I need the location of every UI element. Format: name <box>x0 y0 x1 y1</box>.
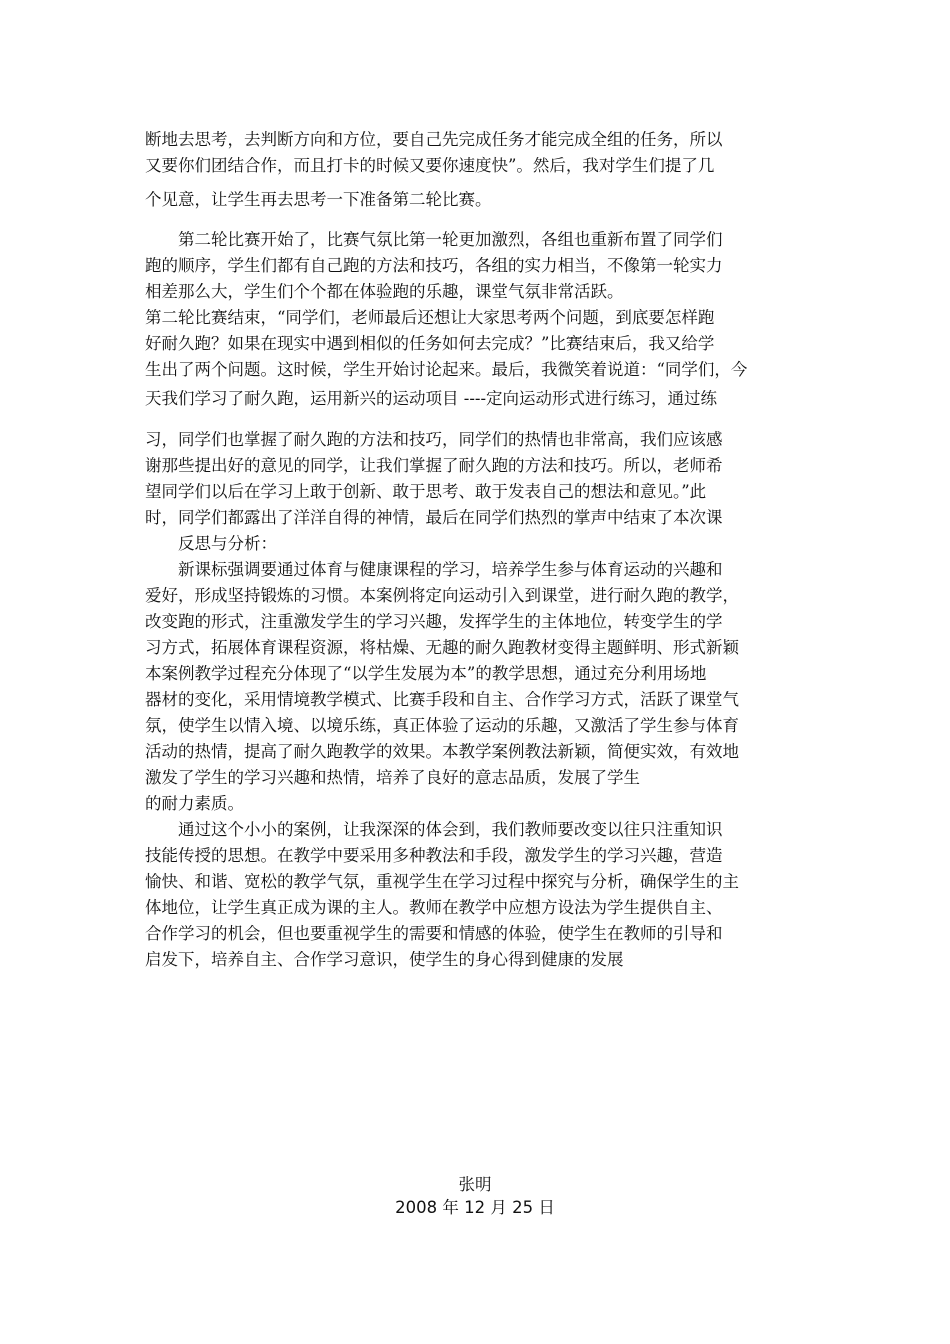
text-line: 新课标强调要通过体育与健康课程的学习，培养学生参与体育运动的兴趣和 <box>145 560 723 579</box>
text-line: 合作学习的机会，但也要重视学生的需要和情感的体验，使学生在教师的引导和 <box>145 924 723 943</box>
text-line: 器材的变化，采用情境教学模式、比赛手段和自主、合作学习方式，活跃了课堂气 <box>145 690 739 709</box>
text-line: 跑的顺序，学生们都有自己跑的方法和技巧，各组的实力相当，不像第一轮实力 <box>145 256 723 275</box>
signature-date: 2008 年 12 月 25 日 <box>395 1198 555 1217</box>
author-name: 张明 <box>458 1175 492 1194</box>
text-line: 断地去思考，去判断方向和方位，要自己先完成任务才能完成全组的任务，所以 <box>145 130 723 149</box>
text-line: 的耐力素质。 <box>145 794 244 813</box>
paragraph-block-3 <box>145 227 815 383</box>
text-line: 习方式，拓展体育课程资源，将枯燥、无趣的耐久跑教材变得主题鲜明、形式新颖 <box>145 638 739 657</box>
text-line: 望同学们以后在学习上敢于创新、敢于思考、敢于发表自己的想法和意见。”此 <box>145 482 707 501</box>
text-line: 通过这个小小的案例，让我深深的体会到，我们教师要改变以往只注重知识 <box>145 820 723 839</box>
text-line: 活动的热情，提高了耐久跑教学的效果。本教学案例教法新颖，简便实效，有效地 <box>145 742 739 761</box>
text-line: 改变跑的形式，注重激发学生的学习兴趣，发挥学生的主体地位，转变学生的学 <box>145 612 723 631</box>
text-line: 技能传授的思想。在教学中要采用多种教法和手段，激发学生的学习兴趣，营造 <box>145 846 723 865</box>
section-heading: 反思与分析： <box>145 534 277 553</box>
text-line: 谢那些提出好的意见的同学，让我们掌握了耐久跑的方法和技巧。所以，老师希 <box>145 456 723 475</box>
text-line: 激发了学生的学习兴趣和热情，培养了良好的意志品质，发展了学生 <box>145 768 640 787</box>
text-line: 爱好，形成坚持锻炼的习惯。本案例将定向运动引入到课堂，进行耐久跑的教学， <box>145 586 739 605</box>
text-line: 本案例教学过程充分体现了“以学生发展为本”的教学思想，通过充分利用场地 <box>145 664 707 683</box>
text-line: 好耐久跑？如果在现实中遇到相似的任务如何去完成？”比赛结束后，我又给学 <box>145 334 715 353</box>
text-line <box>145 973 815 999</box>
paragraph-block-5 <box>145 427 815 999</box>
text-line: 氛，使学生以情入境、以境乐练，真正体验了运动的乐趣，又激活了学生参与体育 <box>145 716 739 735</box>
paragraph-block-4 <box>145 386 815 412</box>
text-line: 愉快、和谐、宽松的教学气氛，重视学生在学习过程中探究与分析，确保学生的主 <box>145 872 739 891</box>
text-line: 第二轮比赛开始了，比赛气氛比第一轮更加激烈，各组也重新布置了同学们 <box>145 230 723 249</box>
paragraph-block-2 <box>145 187 815 213</box>
paragraph-block-1 <box>145 127 815 179</box>
text-line: 启发下，培养自主、合作学习意识，使学生的身心得到健康的发展 <box>145 950 624 969</box>
text-line: 生出了两个问题。这时候，学生开始讨论起来。最后，我微笑着说道：“同学们，今 <box>145 360 748 379</box>
text-line: 时，同学们都露出了洋洋自得的神情，最后在同学们热烈的掌声中结束了本次课 <box>145 508 723 527</box>
text-line: 个见意，让学生再去思考一下准备第二轮比赛。 <box>145 190 492 209</box>
text-line: 相差那么大，学生们个个都在体验跑的乐趣，课堂气氛非常活跃。 <box>145 282 624 301</box>
text-line: 天我们学习了耐久跑，运用新兴的运动项目 ----定向运动形式进行练习，通过练 <box>145 389 718 408</box>
text-line: 体地位，让学生真正成为课的主人。教师在教学中应想方设法为学生提供自主、 <box>145 898 723 917</box>
text-line: 习，同学们也掌握了耐久跑的方法和技巧，同学们的热情也非常高，我们应该感 <box>145 430 723 449</box>
text-line: 又要你们团结合作，而且打卡的时候又要你速度快”。然后，我对学生们提了几 <box>145 156 715 175</box>
text-line: 第二轮比赛结束，“同学们，老师最后还想让大家思考两个问题，到底要怎样跑 <box>145 308 715 327</box>
